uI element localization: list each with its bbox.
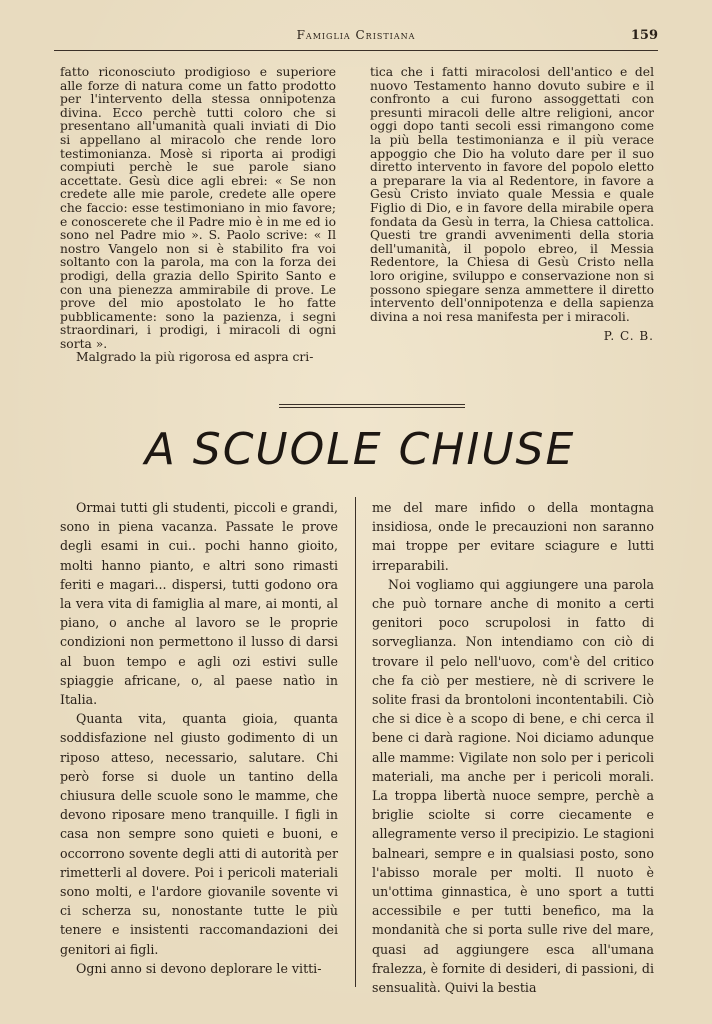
header-rule <box>54 50 658 51</box>
paragraph: Ormai tutti gli studenti, piccoli e grandi, sono in piena vacanza. Passate le prove degli esami in cui.. pochi hanno gioito, molti hanno pianto, e altri sono rimasti feriti e magari... dispersi, tutti godono ora la vera vita di famiglia al mare, ai monti, al piano, o anche al lavoro se le proprie condizioni non permettono il lusso di darsi al buon tempo e agli ozi estivi sulle spiaggie africane, o, al paese natìo in Italia. <box>60 500 338 708</box>
section-divider <box>279 407 465 408</box>
article1-column-right <box>370 66 654 344</box>
article1-column-left <box>60 66 336 365</box>
paragraph: me del mare infido o della montagna insidiosa, onde le precauzioni non saranno mai troppe per evitare sciagure e lutti irreparabili. <box>372 500 654 573</box>
column-divider <box>355 497 356 987</box>
paragraph: fatto riconosciuto prodigioso e superiore alle forze di natura come un fatto prodotto per l'intervento della stessa onnipotenza divina. Ecco perchè tutti coloro che si presentano all'umanità quali inviati di Dio si appellano al miracolo che rende loro testimonianza. Mosè si riporta ai prodigi compiuti perchè le sue parole siano accettate. Gesù dice agli ebrei: « Se non credete alle mie parole, credete alle opere che faccio: esse testimoniano in mio favore; e conoscerete che il Padre mio è in me ed io sono nel Padre mio ». S. Paolo scrive: « Il nostro Vangelo non si è stabilito fra voi soltanto con la parola, ma con la forza dei prodigi, della grazia dello Spirito Santo e con una pienezza ammirabile di prove. Le prove del mio apostolato le ho fatte pubblicamente: sono la pazienza, i segni straordinari, i prodigi, i miracoli di ogni sorta ». <box>60 65 336 351</box>
paragraph: Noi vogliamo qui aggiungere una parola che può tornare anche di monito a certi genitori poco scrupolosi in fatto di sorveglianza. Non intendiamo con ciò di trovare il pelo nell'uovo, com'è del critico che fa ciò per mestiere, nè di scrivere le solite frasi da brontoloni incontentabili. Ciò che si dice è a scopo di bene, e chi cerca il bene ci darà ragione. Noi diciamo adunque alle mamme: Vigilate non solo per i pericoli materiali, ma anche per i pericoli morali. La troppa libertà nuoce sempre, perchè a briglie sciolte si corre ciecamente e allegramente verso il precipizio. Le stagioni balneari, sempre e in qualsiasi posto, sono l'abisso morale per molti. Il nuoto è un'ottima ginnastica, è uno sport a tutti accessibile e per tutti benefico, ma la mondanità che si porta sulle rive del mare, quasi ad aggiungere esca all'umana fralezza, è fornite di desideri, di passioni, di sensualità. Quivi la bestia <box>372 576 654 996</box>
paragraph: Malgrado la più rigorosa ed aspra cri- <box>76 350 314 365</box>
page-header <box>54 28 658 48</box>
paragraph: tica che i fatti miracolosi dell'antico e del nuovo Testamento hanno dovuto subire e il confronto a cui furono assoggettati con presunti miracoli delle altre religioni, ancor oggi dopo tanti secoli essi rimangono come la più bella testimonianza e il più verace appoggio che Dio ha voluto dare per il suo diretto intervento in favore del popolo eletto a preparare la via al Redentore, in favore a Gesù Cristo inviato quale Messia e quale Figlio di Dio, e in favore della mirabile opera fondata da Gesù in terra, la Chiesa cattolica. Questi tre grandi avvenimenti della storia dell'umanità, il popolo ebreo, il Messia Redentore, la Chiesa di Gesù Cristo nella loro origine, sviluppo e conservazione non si possono spiegare senza ammettere il diretto intervento dell'onnipotenza e della sapienza divina a noi resa manifesta per i miracoli. <box>370 65 654 324</box>
section-divider <box>279 404 465 405</box>
article2-column-left <box>60 498 338 978</box>
paragraph: Quanta vita, quanta gioia, quanta soddisfazione nel giusto godimento di un riposo atteso, necessario, salutare. Chi però forse si duole un tantino della chiusura delle scuole sono le mamme, che devono riposare meno tranquille. I figli in casa non sempre sono quieti e buoni, e occorrono sovente degli atti di autorità per rimetterli al dovere. Poi i pericoli materiali sono molti, e l'ardore giovanile sovente vi ci scherza su, nonostante tutte le più tenere e insistenti raccomandazioni dei genitori ai figli. <box>60 711 338 957</box>
paragraph: Ogni anno si devono deplorare le vitti- <box>76 960 322 976</box>
running-title: Famiglia Cristiana <box>296 28 416 42</box>
article-headline: A SCUOLE CHIUSE <box>144 424 576 475</box>
article2-column-right <box>372 498 654 997</box>
author-signature: P. C. B. <box>603 329 654 344</box>
page-number: 159 <box>630 28 658 43</box>
